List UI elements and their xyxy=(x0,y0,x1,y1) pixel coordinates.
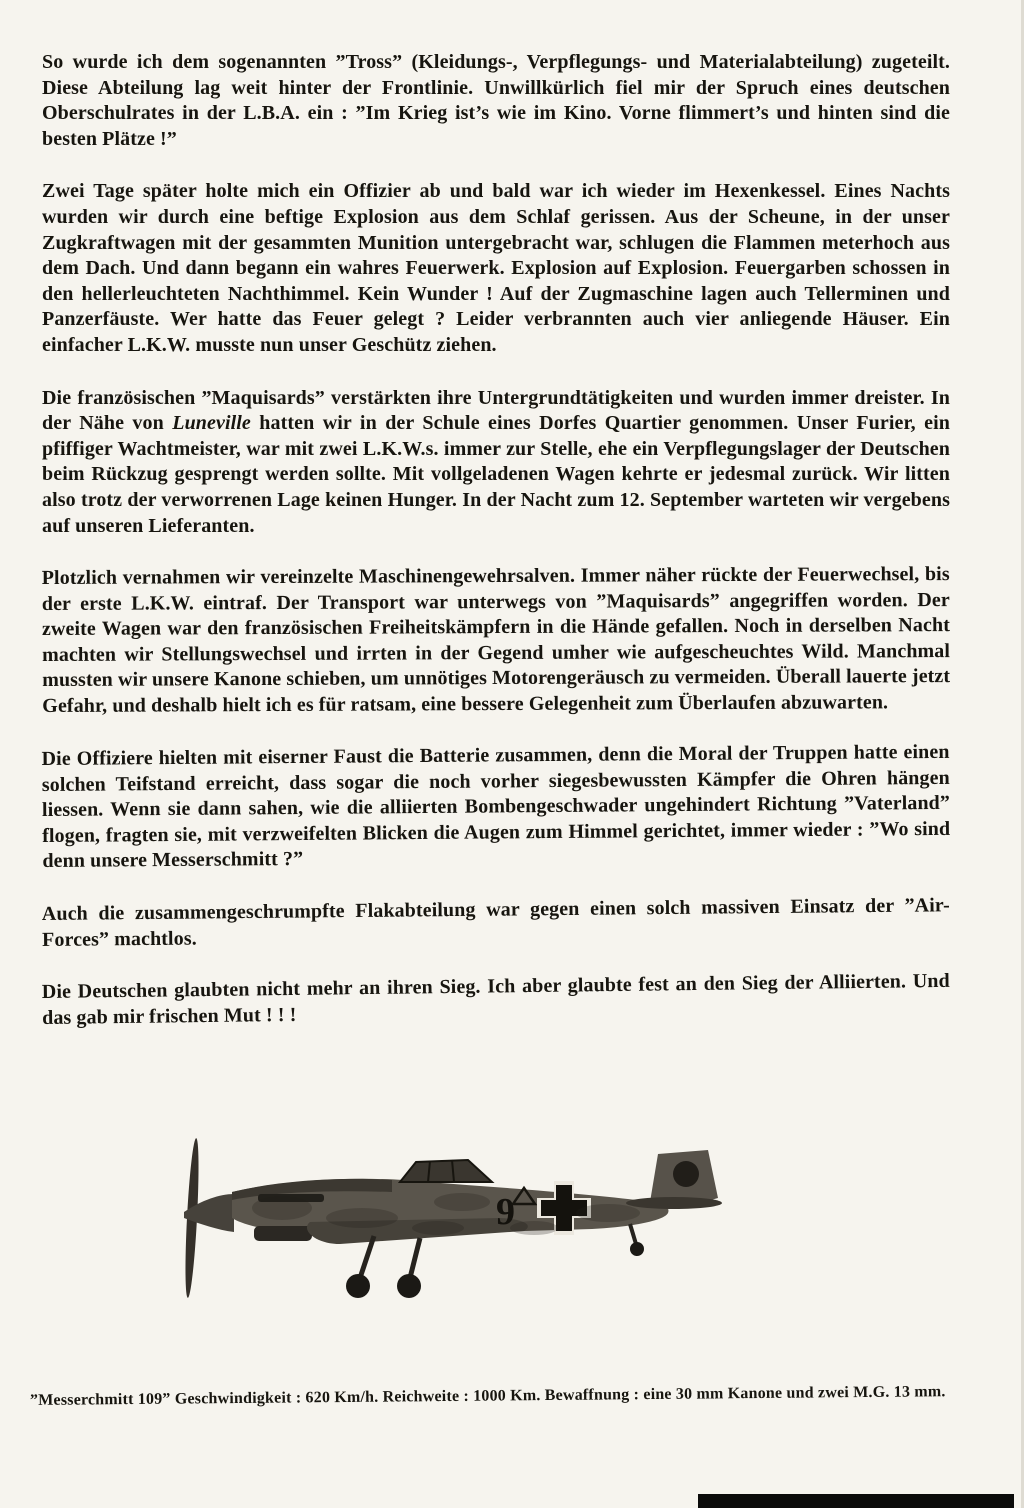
paragraph-sieg: Die Deutschen glaubten nicht mehr an ihren Sieg. Ich aber glaubte fest an den Sieg der Alliierten. Und das gab mir frischen Mut ! ! ! xyxy=(41,969,950,1029)
paragraph-maquisards xyxy=(42,386,950,540)
gear-strut-icon xyxy=(410,1238,420,1278)
aircraft-illustration xyxy=(162,1128,762,1313)
scan-artifact-bar xyxy=(698,1494,1014,1508)
tail-marking-icon xyxy=(673,1161,699,1187)
tailplane-icon xyxy=(626,1197,722,1209)
tailwheel-icon xyxy=(630,1242,644,1256)
paragraph-maquisards-post: hatten wir in der Schule eines Dorfes Quartier genommen. Unser Furier, ein pfiffiger Wachtmeister, war mit zwei L.K.W.s. immer zur Stelle, ehe ein Verpflegungslager der Deutschen beim Rückzug gesprengt werden sollte. Mit vollgeladenen Wagen kehrte er jedesmal zurück. Wir litten also trotz der verworrenen Lage keinen Hunger. In der Nacht zum 12. September warteten wir vergebens auf unseren Lieferanten. xyxy=(42,412,951,537)
caption: ”Messerchmitt 109” Geschwindigkeit : 620 Km/h. Reichweite : 1000 Km. Bewaffnung : eine 30 mm Kanone und zwei M.G. 13 mm. xyxy=(29,1383,946,1409)
paragraph-flakabteilung: Auch die zusammengeschrumpfte Flakabteilung war gegen einen solch massiven Einsatz der ”Air-Forces” machtlos. xyxy=(41,893,950,951)
tailwheel-strut-icon xyxy=(630,1224,636,1244)
place-name-luneville: Luneville xyxy=(172,412,251,435)
paragraph-feuerwechsel: Plotzlich vernahmen wir vereinzelte Maschinengewehrsalven. Immer näher rückte der Feuerwechsel, bis der erste L.K.W. eintraf. Der Transport war unterwegs von ”Maquisards” angegriffen worden. Der zweite Wagen war den französischen Freiheitskämpfern in die Hände gefallen. Noch in derselben Nacht machten wir Stellungswechsel und irrten in der Gegend umher wie aufgescheuchtes Wild. Manchmal mussten wir unsere Kanone schieben, um unnötiges Motorengeräusch zu vermeiden. Überall lauerte jetzt Gefahr, und deshalb hielt ich es für ratsam, eine bessere Gelegenheit zum Überlaufen abzuwarten. xyxy=(41,563,951,718)
wheel-icon xyxy=(397,1274,421,1298)
paragraph-tross: So wurde ich dem sogenannten ”Tross” (Kleidungs-, Verpflegungs- und Materialabteilung) zugeteilt. Diese Abteilung lag weit hinter der Frontlinie. Unwillkürlich fiel mir der Spruch eines deutschen Oberschulrates in der L.B.A. ein : ”Im Krieg ist’s wie im Kino. Vorne flimmert’s und hinten sind die besten Plätze !” xyxy=(42,51,950,150)
paragraph-maquisards-pre: Die französischen ”Maquisards” verstärkten ihre Untergrundtätigkeiten und wurden immer dreister. In der Nähe von xyxy=(42,386,950,435)
wheel-icon xyxy=(346,1274,370,1298)
messerschmitt-109-drawing xyxy=(162,1128,762,1313)
body-text xyxy=(42,50,950,1058)
radiator-icon xyxy=(254,1226,312,1241)
aircraft-number-marking: 9 xyxy=(496,1191,515,1233)
paragraph-explosion: Zwei Tage später holte mich ein Offizier ab und bald war ich wieder im Hexenkessel. Eines Nachts wurden wir durch eine beftige Explosion aus dem Schlaf gerissen. Aus der Scheune, in der unser Zugkraftwagen mit der gesammten Munition untergebracht war, schlugen die Flammen meterhoch aus dem Dach. Und dann begann ein wahres Feuerwerk. Explosion auf Explosion. Feuergarben schossen in den hellerleuchteten Nachthimmel. Kein Wunder ! Auf der Zugmaschine lagen auch Tellerminen und Panzerfäuste. Wer hatte das Feuer gelegt ? Leider verbrannten auch vier anliegende Häuser. Ein einfacher L.K.W. musste nun unser Geschütz ziehen. xyxy=(42,180,950,356)
canopy-icon xyxy=(400,1160,492,1182)
paragraph-offiziere: Die Offiziere hielten mit eiserner Faust die Batterie zusammen, denn die Moral der Truppen hatte einen solchen Teifstand erreicht, dass sogar die noch vorher siegesbewussten Kämpfer die Ohren hängen liessen. Wenn sie dann sahen, wie die alliierten Bombengeschwader ungehindert Richtung ”Vaterland” flogen, fragten sie, mit verzweifelten Blicken die Augen zum Himmel gerichtet, immer wieder : ”Wo sind denn unsere Messerschmitt ?” xyxy=(41,740,951,873)
